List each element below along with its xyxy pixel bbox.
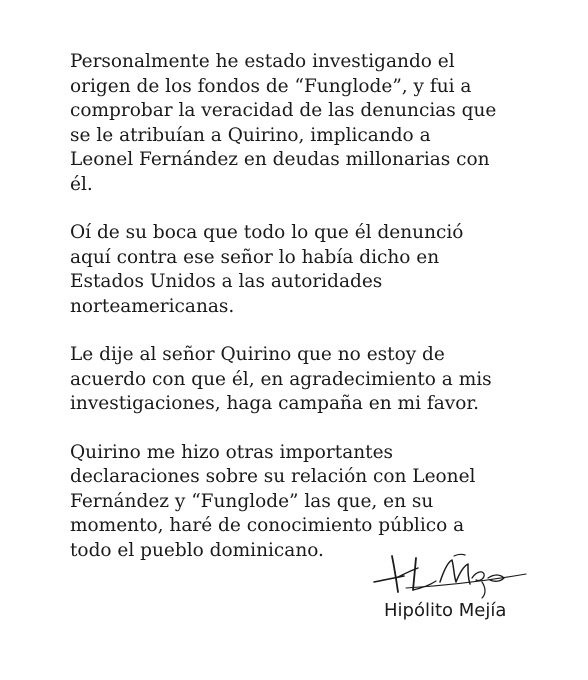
signer-name: Hipólito Mejía	[384, 600, 507, 621]
text-line: Personalmente he estado investigando el	[70, 51, 455, 72]
text-line: investigaciones, haga campaña en mi favor.	[70, 393, 480, 414]
text-line: Le dije al señor Quirino que no estoy de	[70, 344, 445, 365]
text-line: Quirino me hizo otras importantes	[70, 441, 394, 463]
text-line: él.	[70, 173, 93, 195]
text-line: todo el pueblo dominicano.	[70, 539, 324, 561]
text-line: norteamericanas.	[70, 295, 235, 317]
text-line: acuerdo con que él, en agradecimiento a mis	[70, 368, 492, 390]
text-line: Estados Unidos a las autoridades	[70, 271, 383, 292]
text-line: se le atribuían a Quirino, implicando a	[70, 124, 431, 146]
handwritten-signature	[370, 548, 530, 600]
text-line: Leonel Fernández en deudas millonarias con	[70, 149, 490, 170]
text-line: comprobar la veracidad de las denuncias que	[70, 100, 497, 121]
text-line: origen de los fondos de “Funglode”, y fui a	[70, 75, 472, 97]
text-line: Oí de su boca que todo lo que él denunció	[70, 222, 464, 243]
paragraph-1	[70, 50, 540, 197]
text-line: Fernández y “Funglode” las que, en su	[70, 490, 434, 512]
letter-body	[70, 50, 540, 587]
paragraph-3	[70, 343, 540, 417]
text-line: momento, haré de conocimiento público a	[70, 515, 465, 536]
paragraph-2	[70, 221, 540, 319]
signature-block	[370, 548, 540, 658]
text-line: aquí contra ese señor lo había dicho en	[70, 246, 440, 268]
text-line: declaraciones sobre su relación con Leonel	[70, 466, 476, 487]
paragraph-4	[70, 441, 540, 564]
